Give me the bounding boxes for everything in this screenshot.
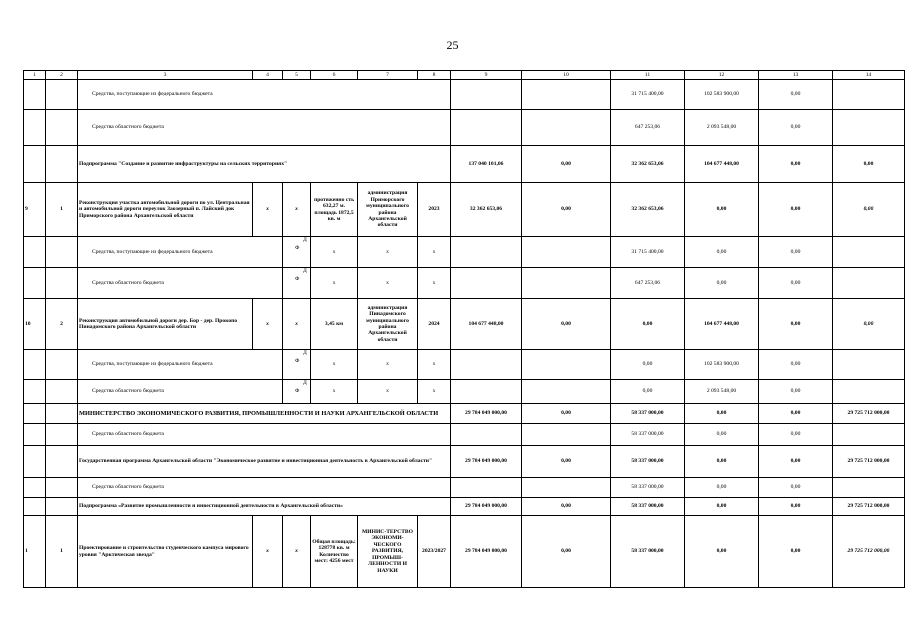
- row-label: Средства областного бюджета: [78, 424, 451, 446]
- cell-value: х: [418, 380, 451, 404]
- responsible-cell: администрация Пинадомского муниципального района Архангельской области: [358, 299, 418, 350]
- cell-value: 0,00: [611, 380, 685, 404]
- cell-value: 29 784 049 000,00: [451, 446, 522, 478]
- cell-value: 58 337 000,00: [611, 478, 685, 498]
- cell-value: х: [253, 299, 283, 350]
- cell-value: х: [311, 350, 358, 380]
- table-row: [24, 110, 905, 146]
- row-subnumber: 1: [46, 183, 78, 237]
- row-label: Средства областного бюджета: [78, 380, 283, 404]
- cell-value: 0,00: [522, 516, 611, 588]
- row-label: Средства, поступающие из федерального бюджета: [78, 80, 451, 110]
- cell-value: х: [358, 237, 418, 268]
- cell-value: 31 715 400,00: [611, 237, 685, 268]
- col-header: 10: [522, 71, 611, 80]
- capacity-cell: Общая площадь: 128778 кв. м Количество мест: 4256 мест: [311, 516, 358, 588]
- cell-value: 0,00: [522, 299, 611, 350]
- cell-value: 0,00: [759, 80, 833, 110]
- df-cell: Д Ф: [283, 237, 311, 268]
- cell-value: 58 337 000,00: [611, 404, 685, 424]
- col-header: 8: [418, 71, 451, 80]
- subprogram-title: Подпрограмма «Развитие промышленности и инвестиционной деятельности в Архангельской области»: [78, 498, 451, 516]
- df-cell: Д Ф: [283, 268, 311, 299]
- cell-value: 0,00: [685, 268, 759, 299]
- cell-value: 0,00: [759, 299, 833, 350]
- capacity-cell: 3,45 км: [311, 299, 358, 350]
- cell-value: х: [358, 268, 418, 299]
- cell-value: х: [418, 350, 451, 380]
- cell-value: 0,00: [522, 446, 611, 478]
- table-row: [24, 146, 905, 183]
- cell-value: 0,00: [833, 183, 905, 237]
- cell-value: 29 725 712 000,00: [833, 404, 905, 424]
- cell-value: 58 337 000,00: [611, 498, 685, 516]
- cell-value: 0,00: [685, 424, 759, 446]
- cell-value: 647 253,06: [611, 268, 685, 299]
- year-cell: 2024: [418, 299, 451, 350]
- year-cell: 2023/2027: [418, 516, 451, 588]
- table-row: [24, 404, 905, 424]
- object-name: Реконструкция автомобильной дороги дер. Бор - дер. Прокопо Пинадомского района Архангельской области: [78, 299, 253, 350]
- cell-value: х: [283, 516, 311, 588]
- cell-value: х: [358, 380, 418, 404]
- cell-value: 31 715 400,00: [611, 80, 685, 110]
- table-row: [24, 299, 905, 350]
- object-name: Проектирование и строительство студенческого кампуса мирового уровня "Арктическая звезда": [78, 516, 253, 588]
- col-header: 5: [283, 71, 311, 80]
- cell-value: х: [418, 237, 451, 268]
- table-row: [24, 80, 905, 110]
- cell-value: 0,00: [685, 237, 759, 268]
- col-header: 7: [358, 71, 418, 80]
- cell-value: 32 362 653,06: [611, 146, 685, 183]
- cell-value: 104 677 448,00: [685, 146, 759, 183]
- cell-value: 58 337 000,00: [611, 516, 685, 588]
- row-label: Средства областного бюджета: [78, 268, 283, 299]
- cell-value: 0,00: [611, 299, 685, 350]
- cell-value: х: [253, 183, 283, 237]
- cell-value: 0,00: [685, 478, 759, 498]
- df-cell: Д Ф: [283, 380, 311, 404]
- cell-value: 0,00: [611, 350, 685, 380]
- responsible-cell: администрация Приморского муниципального района Архангельской области: [358, 183, 418, 237]
- cell-value: х: [311, 380, 358, 404]
- table-row: [24, 446, 905, 478]
- df-cell: Д Ф: [283, 350, 311, 380]
- cell-value: 29 725 712 000,00: [833, 446, 905, 478]
- cell-value: 0,00: [685, 446, 759, 478]
- col-header: 4: [253, 71, 283, 80]
- cell-value: 102 583 900,00: [685, 350, 759, 380]
- cell-value: х: [311, 268, 358, 299]
- cell-value: х: [418, 268, 451, 299]
- col-header: 13: [759, 71, 833, 80]
- cell-value: 0,00: [759, 146, 833, 183]
- row-label: Средства областного бюджета: [78, 110, 451, 146]
- cell-value: 0,00: [833, 146, 905, 183]
- year-cell: 2023: [418, 183, 451, 237]
- cell-value: 137 040 101,06: [451, 146, 522, 183]
- cell-value: 647 253,06: [611, 110, 685, 146]
- col-header: 2: [46, 71, 78, 80]
- cell-value: 0,00: [759, 183, 833, 237]
- col-header: 9: [451, 71, 522, 80]
- cell-value: х: [283, 299, 311, 350]
- cell-value: 29 784 049 000,00: [451, 516, 522, 588]
- ministry-title: МИНИСТЕРСТВО ЭКОНОМИЧЕСКОГО РАЗВИТИЯ, ПРОМЫШЛЕННОСТИ И НАУКИ АРХАНГЕЛЬСКОЙ ОБЛАСТИ: [78, 404, 451, 424]
- row-number: 10: [24, 299, 46, 350]
- table-row: [24, 183, 905, 237]
- cell-value: 0,00: [522, 404, 611, 424]
- cell-value: 29 725 712 000,00: [833, 498, 905, 516]
- table-row: [24, 424, 905, 446]
- cell-value: 104 677 448,00: [451, 299, 522, 350]
- cell-value: 29 784 049 000,00: [451, 404, 522, 424]
- cell-value: 0,00: [759, 404, 833, 424]
- cell-value: 0,00: [759, 110, 833, 146]
- cell-value: 0,00: [685, 498, 759, 516]
- cell-value: 0,00: [522, 183, 611, 237]
- table-row: [24, 268, 905, 299]
- cell-value: 29 784 049 000,00: [451, 498, 522, 516]
- cell-value: 58 337 000,00: [611, 424, 685, 446]
- col-header: 6: [311, 71, 358, 80]
- cell-value: 0,00: [522, 146, 611, 183]
- cell-value: 0,00: [759, 237, 833, 268]
- cell-value: 0,00: [759, 268, 833, 299]
- cell-value: 0,00: [759, 478, 833, 498]
- col-header: 11: [611, 71, 685, 80]
- capacity-cell: протяженно сть 632,27 м. площадь 1872,5 кв. м: [311, 183, 358, 237]
- row-label: Средства, поступающие из федерального бюджета: [78, 237, 283, 268]
- table-row: [24, 380, 905, 404]
- cell-value: х: [311, 237, 358, 268]
- table-row: [24, 516, 905, 588]
- cell-value: 104 677 448,00: [685, 299, 759, 350]
- cell-value: 0,00: [759, 498, 833, 516]
- table-row: [24, 350, 905, 380]
- program-title: Государственная программа Архангельской области "Экономическое развитие и инвестиционная деятельность в Архангельской области": [78, 446, 451, 478]
- table-row: [24, 478, 905, 498]
- cell-value: 0,00: [685, 183, 759, 237]
- subprogram-title: Подпрограмма "Создание и развитие инфраструктуры на сельских территориях": [78, 146, 451, 183]
- row-number: 1: [24, 516, 46, 588]
- cell-value: 0,00: [833, 299, 905, 350]
- cell-value: 102 583 900,00: [685, 80, 759, 110]
- row-number: 9: [24, 183, 46, 237]
- cell-value: 32 362 653,06: [451, 183, 522, 237]
- cell-value: 0,00: [759, 424, 833, 446]
- cell-value: 0,00: [759, 380, 833, 404]
- cell-value: 2 093 548,00: [685, 380, 759, 404]
- cell-value: 32 362 653,06: [611, 183, 685, 237]
- col-header: 3: [78, 71, 253, 80]
- cell-value: 0,00: [522, 498, 611, 516]
- cell-value: х: [253, 516, 283, 588]
- cell-value: х: [358, 350, 418, 380]
- cell-value: 58 337 000,00: [611, 446, 685, 478]
- cell-value: 0,00: [685, 404, 759, 424]
- cell-value: 2 093 548,00: [685, 110, 759, 146]
- table-row: [24, 237, 905, 268]
- cell-value: х: [283, 183, 311, 237]
- table-row: [24, 498, 905, 516]
- row-subnumber: 2: [46, 299, 78, 350]
- row-subnumber: 1: [46, 516, 78, 588]
- responsible-cell: МИНИС-ТЕРСТВО ЭКОНОМИ-ЧЕСКОГО РАЗВИТИЯ, ПРОМЫШ-ЛЕННОСТИ И НАУКИ: [358, 516, 418, 588]
- page-number: 25: [446, 38, 459, 52]
- cell-value: 0,00: [759, 350, 833, 380]
- col-header: 12: [685, 71, 759, 80]
- object-name: Реконструкция участка автомобильной дороги по ул. Центральная и автомобильной дороги переулок Заозерный п. Лайский док Приморского района Архангельской области: [78, 183, 253, 237]
- row-label: Средства областного бюджета: [78, 478, 451, 498]
- col-header: 1: [24, 71, 46, 80]
- col-header: 14: [833, 71, 905, 80]
- budget-table: [23, 70, 905, 588]
- cell-value: 0,00: [759, 516, 833, 588]
- cell-value: 0,00: [759, 446, 833, 478]
- column-header-row: [24, 71, 905, 80]
- row-label: Средства, поступающие из федерального бюджета: [78, 350, 283, 380]
- cell-value: 29 725 712 000,00: [833, 516, 905, 588]
- cell-value: 0,00: [685, 516, 759, 588]
